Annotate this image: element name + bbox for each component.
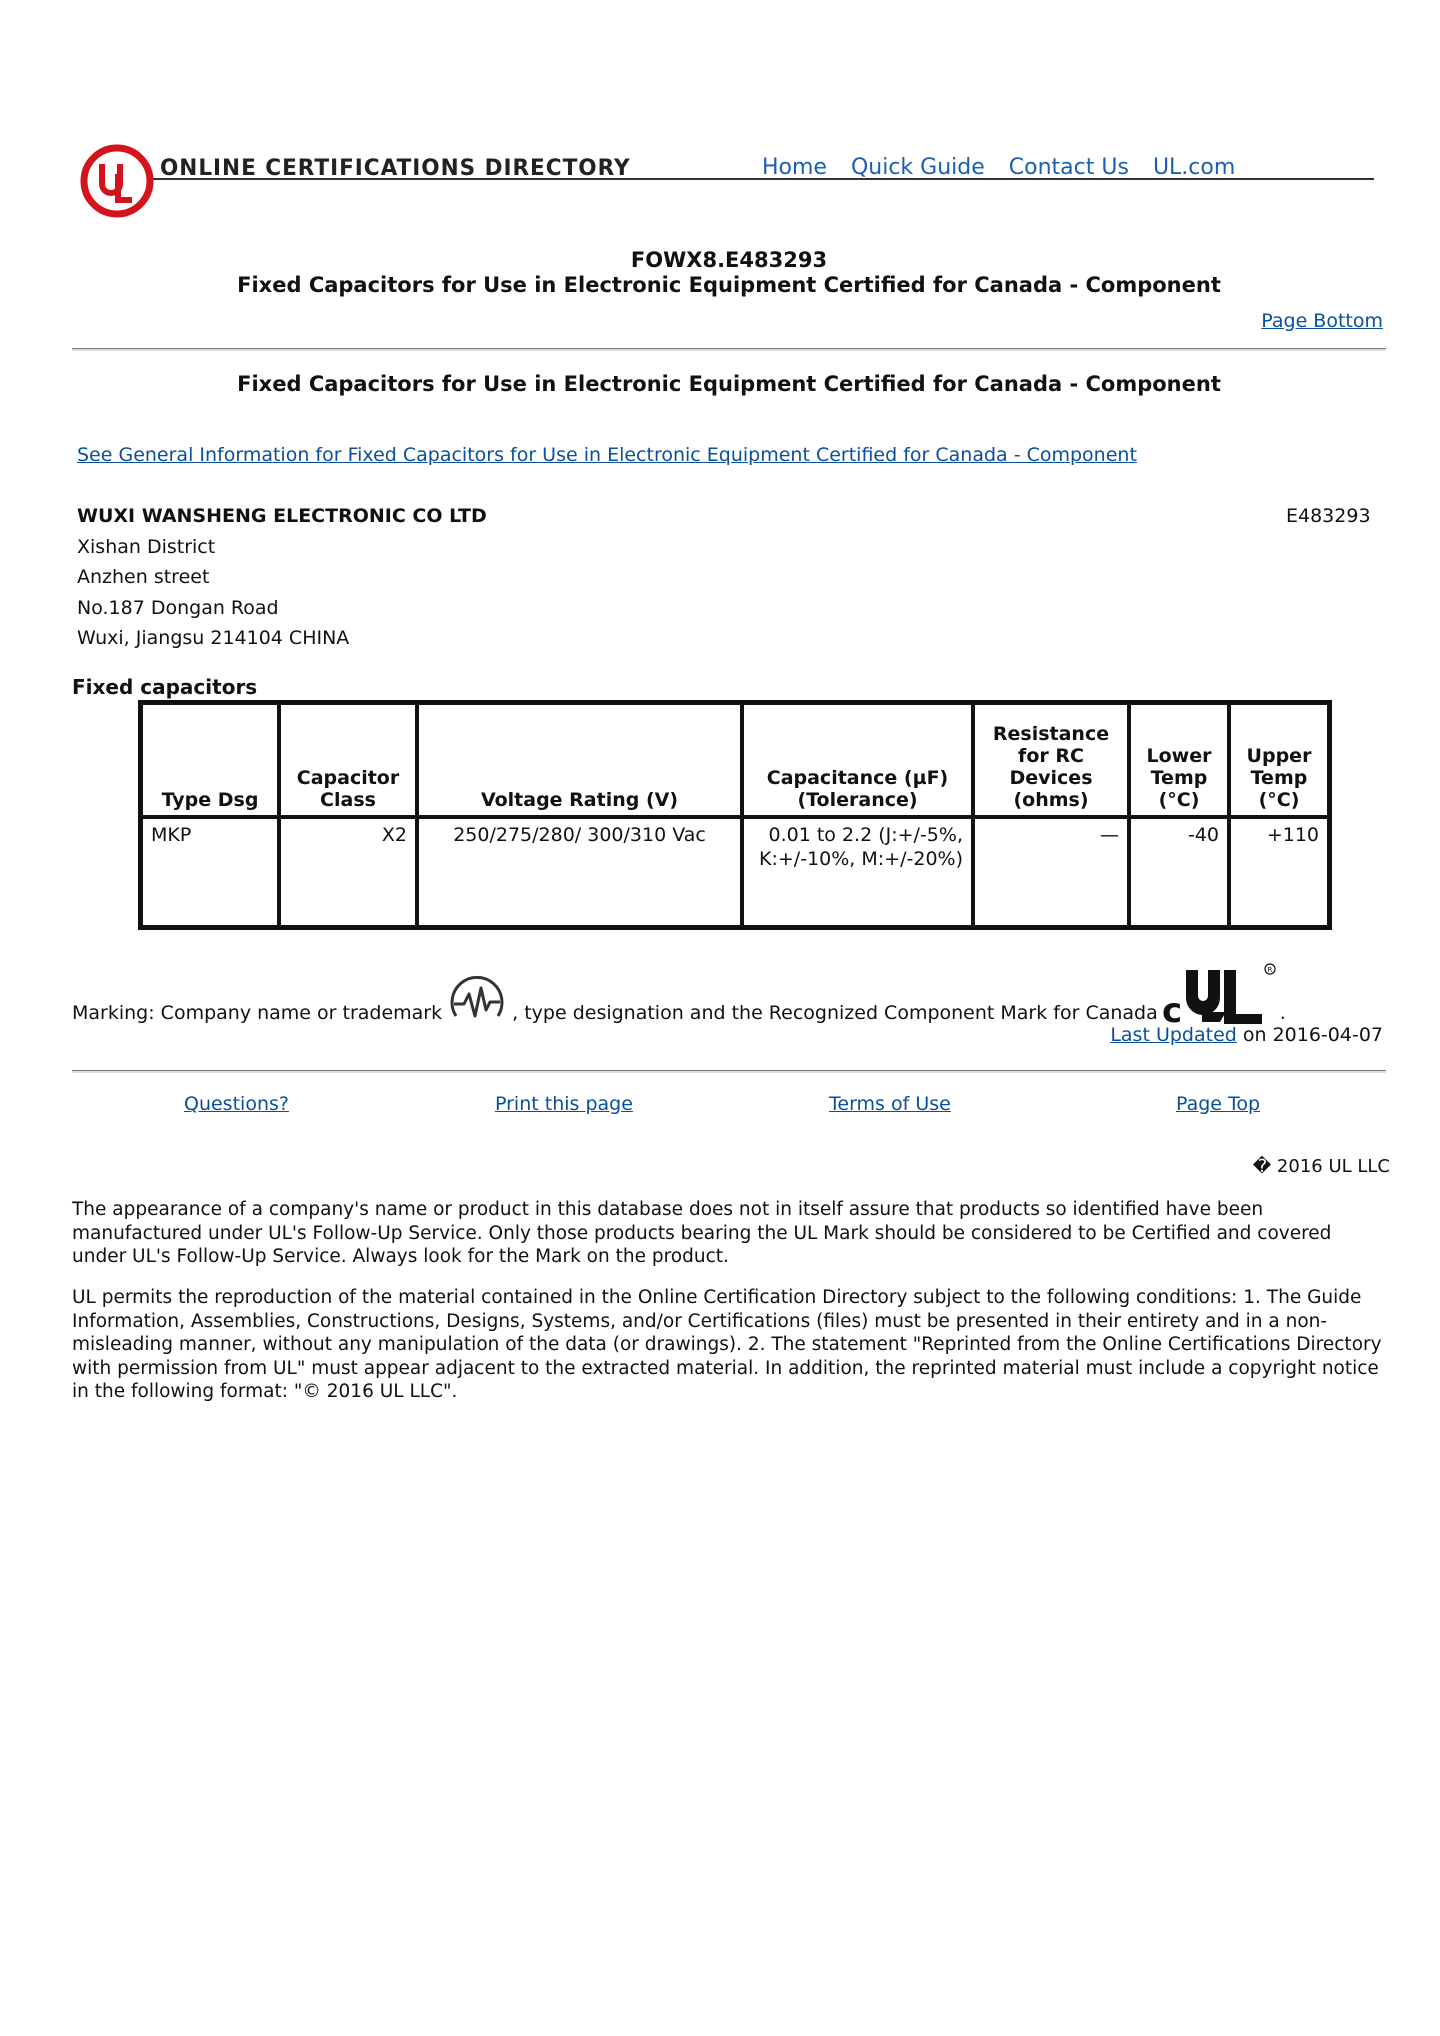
marking-prefix: Marking: Company name or trademark [72,1002,443,1024]
cell-resistance: — [973,817,1129,927]
address-line: Anzhen street [77,566,210,588]
cell-upper-temp: +110 [1229,817,1329,927]
reproduction-terms-paragraph: UL permits the reproduction of the material contained in the Online Certification Directory subject to the following conditions: 1. The Guide Information, Assemblies, Constructions, Designs, Systems, and/or Certifications (files) must be presented in their entirety and in a non-misleading manner, without any manipulation of the data (or drawings). 2. The statement "Reprinted from the Online Certifications Directory with permission from UL" must appear adjacent to the extracted material. In addition, the reprinted material must include a copyright notice in the following format: "© 2016 UL LLC". [72,1287,1382,1402]
page-bottom-link[interactable]: Page Bottom [1261,310,1383,332]
company-name: WUXI WANSHENG ELECTRONIC CO LTD [77,505,487,527]
table-header-row [141,703,1329,817]
questions-link[interactable]: Questions? [184,1093,289,1115]
column-header: Capacitor Class [279,703,417,817]
marking-statement [72,958,1286,1028]
last-updated-date: on 2016-04-07 [1242,1024,1383,1046]
cell-type-dsg: MKP [141,817,279,927]
print-page-link[interactable]: Print this page [495,1093,633,1115]
disclaimer-paragraph: The appearance of a company's name or product in this database does not in itself assure that products so identified have been manufactured under UL's Follow-Up Service. Only those products bearing the UL Mark should be considered to be Certified and covered under UL's Follow-Up Service. Always look for the Mark on the product. [72,1199,1332,1267]
column-header: Resistance for RC Devices (ohms) [973,703,1129,817]
divider [72,1070,1386,1073]
cell-capacitor-class: X2 [279,817,417,927]
capacitor-table [138,700,1332,930]
last-updated-link[interactable]: Last Updated [1110,1024,1237,1046]
column-header: Lower Temp (°C) [1129,703,1229,817]
copyright: � 2016 UL LLC [1252,1156,1390,1177]
recognized-component-mark-icon [1162,962,1280,1028]
terms-of-use-link[interactable]: Terms of Use [829,1093,951,1115]
general-info-link[interactable]: See General Information for Fixed Capacitors for Use in Electronic Equipment Certified for Canada - Component [77,444,1137,466]
page-code: FOWX8.E483293 [630,248,828,272]
cell-lower-temp: -40 [1129,817,1229,927]
nav-home-link[interactable]: Home [762,155,827,180]
page-top-link[interactable]: Page Top [1176,1093,1261,1115]
cell-capacitance: 0.01 to 2.2 (J:+/-5%, K:+/-10%, M:+/-20%) [742,817,973,927]
column-header: Upper Temp (°C) [1229,703,1329,817]
svg-text:c: c [1161,991,1182,1028]
address-line: Xishan District [77,536,216,558]
column-header: Voltage Rating (V) [417,703,742,817]
last-updated [1110,1024,1383,1046]
nav-quick-guide-link[interactable]: Quick Guide [850,155,985,180]
table-row [141,817,1329,927]
nav-ul-com-link[interactable]: UL.com [1152,155,1236,180]
top-nav [762,155,1235,180]
ul-logo-icon [80,144,154,218]
marking-middle: , type designation and the Recognized Component Mark for Canada [512,1002,1158,1024]
nav-contact-us-link[interactable]: Contact Us [1008,155,1129,180]
svg-text:R: R [1267,966,1273,974]
file-number: E483293 [1286,505,1371,527]
address-line: No.187 Dongan Road [77,597,279,619]
directory-title: ONLINE CERTIFICATIONS DIRECTORY [160,156,631,181]
page-subtitle: Fixed Capacitors for Use in Electronic Equipment Certified for Canada - Component [237,273,1221,297]
company-trademark-icon [448,972,506,1030]
marking-suffix: . [1279,1002,1286,1024]
section-title: Fixed Capacitors for Use in Electronic Equipment Certified for Canada - Component [237,372,1221,396]
table-caption: Fixed capacitors [72,675,258,699]
address-line: Wuxi, Jiangsu 214104 CHINA [77,627,350,649]
column-header: Capacitance (µF) (Tolerance) [742,703,973,817]
divider [72,348,1386,351]
cell-voltage-rating: 250/275/280/ 300/310 Vac [417,817,742,927]
column-header: Type Dsg [141,703,279,817]
